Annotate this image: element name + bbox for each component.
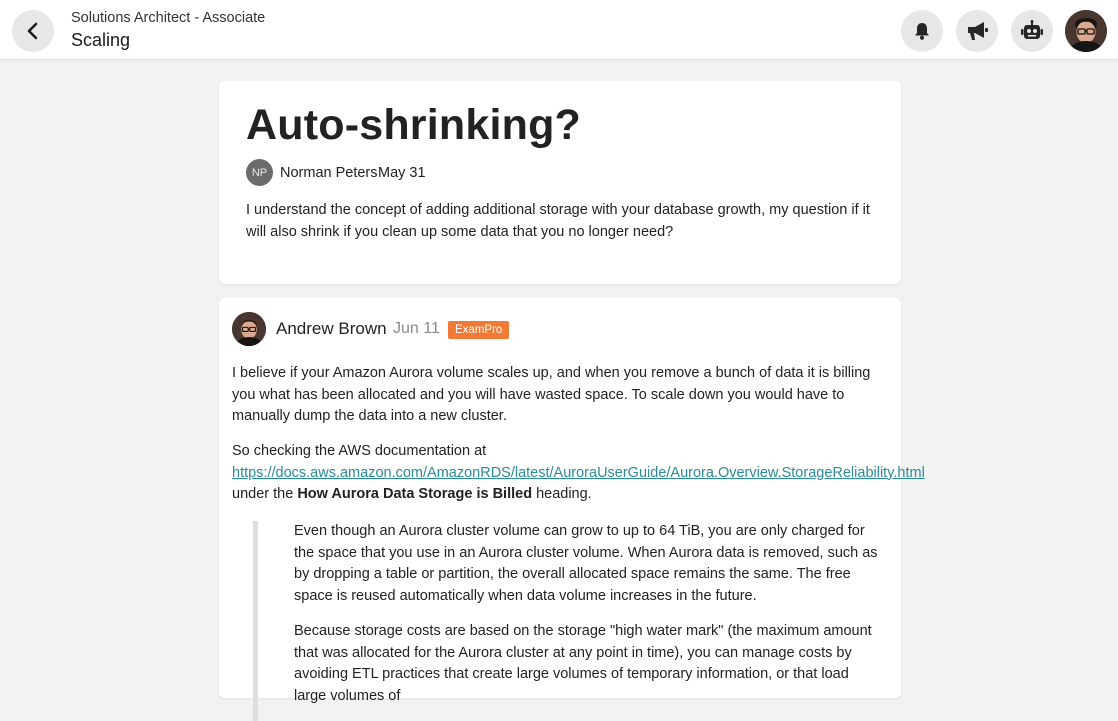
answer-paragraph-docs bbox=[232, 441, 925, 506]
docs-under: under the bbox=[232, 486, 294, 502]
quote-paragraph-2: Because storage costs are based on the storage "high water mark" (the maximum amount that was allocated for the Aurora cluster at any point in time), you can manage costs by avoiding ETL practices that create large volumes of temporary information, or that load large volumes of bbox=[294, 623, 872, 704]
megaphone-icon bbox=[965, 20, 989, 42]
question-date: May 31 bbox=[378, 165, 426, 181]
answer-author[interactable]: Andrew Brown bbox=[276, 319, 387, 338]
blockquote bbox=[253, 521, 894, 721]
notifications-button[interactable] bbox=[901, 10, 943, 52]
question-card bbox=[219, 81, 901, 284]
question-title: Auto-shrinking? bbox=[246, 101, 582, 149]
top-bar bbox=[0, 0, 1118, 60]
announcements-button[interactable] bbox=[956, 10, 998, 52]
question-author-avatar[interactable]: NP bbox=[246, 159, 273, 186]
user-avatar[interactable] bbox=[1065, 10, 1107, 52]
question-body: I understand the concept of adding additional storage with your database growth, my question if it will also shrink if you clean up some data that you no longer need? bbox=[246, 202, 870, 240]
answer-card bbox=[219, 298, 925, 704]
answer-paragraph: I believe if your Amazon Aurora volume scales up, and when you remove a bunch of data it is billing you what has been allocated and you will have wasted space. To scale down you would have to manually dump the data into a new cluster. bbox=[232, 365, 871, 424]
docs-end: heading. bbox=[536, 486, 592, 502]
bell-icon bbox=[912, 21, 932, 41]
answer-author-avatar[interactable] bbox=[232, 312, 266, 346]
back-button[interactable] bbox=[12, 10, 54, 52]
docs-intro: So checking the AWS documentation at bbox=[232, 443, 487, 459]
robot-icon bbox=[1020, 20, 1044, 42]
examPro-badge: ExamPro bbox=[448, 321, 509, 339]
back-icon bbox=[24, 22, 42, 40]
course-breadcrumb[interactable]: Solutions Architect - Associate bbox=[71, 10, 266, 26]
assistant-button[interactable] bbox=[1011, 10, 1053, 52]
docs-link[interactable]: https://docs.aws.amazon.com/AmazonRDS/latest/AuroraUserGuide/Aurora.Overview.StorageReliability.html bbox=[232, 464, 925, 481]
docs-heading: How Aurora Data Storage is Billed bbox=[297, 486, 533, 502]
answer-date: Jun 11 bbox=[393, 320, 440, 337]
avatar-image bbox=[1065, 10, 1107, 52]
question-author[interactable]: Norman Peters bbox=[280, 165, 378, 181]
avatar-image bbox=[232, 312, 266, 346]
page-title: Scaling bbox=[71, 30, 131, 50]
quote-paragraph-1: Even though an Aurora cluster volume can grow to up to 64 TiB, you are only charged for the space that you use in an Aurora cluster volume. When Aurora data is removed, such as by dropping a table or partition, the overall allocated space remains the same. The free space is reused automatically when data volume increases in the future. bbox=[294, 523, 878, 604]
